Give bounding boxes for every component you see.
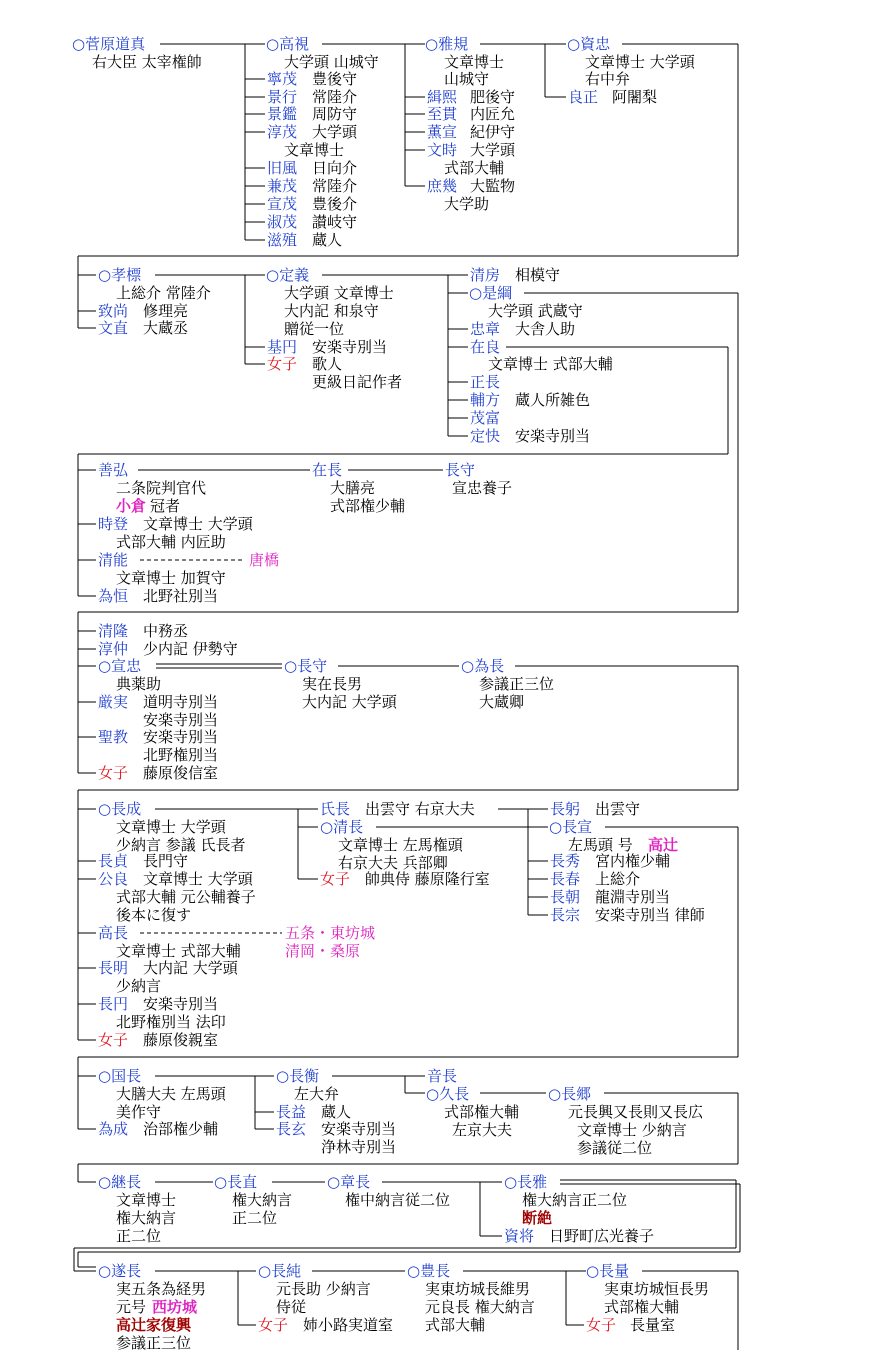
person-desc: 安楽寺別当 律師 — [595, 906, 705, 924]
person-name: 滋殖 — [267, 231, 298, 249]
person-desc: 常陸介 — [312, 177, 358, 195]
person-desc: 文章博士 大学頭 — [116, 818, 226, 836]
person-desc: 紀伊守 — [470, 123, 516, 141]
person-name: 清能 — [98, 551, 129, 569]
person-name: 景行 — [267, 88, 298, 106]
person-name: ○豊長 — [407, 1262, 451, 1280]
person-desc: 日向介 — [312, 159, 358, 177]
person-female: 女子 — [586, 1316, 617, 1334]
person-desc: 内匠允 — [470, 105, 516, 123]
person-name: ○長衡 — [276, 1067, 320, 1085]
person-desc: 右京大夫 兵部卿 — [338, 854, 448, 872]
person-name: ○為長 — [461, 657, 505, 675]
person-name: 淳仲 — [98, 640, 129, 658]
person-desc: 文章博士 — [116, 1191, 177, 1209]
person-name: 文直 — [98, 319, 129, 337]
person-desc: 式部大輔 内匠助 — [116, 533, 226, 551]
person-name: ○長量 — [586, 1262, 630, 1280]
person-name: 茂富 — [470, 409, 501, 427]
person-desc: 文章博士 式部大輔 — [116, 942, 241, 960]
person-desc: 歌人 — [312, 355, 343, 373]
person-name: 長躬 — [550, 800, 581, 818]
person-desc: 参議正三位 — [116, 1334, 192, 1352]
person-desc: 安楽寺別当 — [143, 728, 219, 746]
person-desc: 実東坊城恒長男 — [604, 1280, 710, 1298]
person-name: 為成 — [98, 1120, 129, 1138]
person-name: 聖教 — [98, 728, 129, 746]
person-desc: 大舎人助 — [515, 320, 576, 338]
person-desc: 大内記 大学頭 — [302, 693, 397, 711]
person-desc: 大学頭 — [470, 141, 516, 159]
person-desc: 安楽寺別当 — [143, 995, 219, 1013]
person-desc: 大監物 — [470, 177, 516, 195]
extinct-label: 断絶 — [522, 1209, 553, 1227]
person-name: 致尚 — [98, 302, 129, 320]
person-female: 女子 — [98, 1031, 129, 1049]
person-desc: 正二位 — [116, 1227, 162, 1245]
person-desc: 上総介 常陸介 — [116, 284, 211, 302]
person-desc: 式部権大輔 — [444, 1103, 520, 1121]
person-sukitada: ○資忠 — [567, 35, 611, 53]
person-desc: 大蔵丞 — [143, 319, 189, 337]
person-desc: 式部権少輔 — [330, 497, 406, 515]
person-desc: 大膳大夫 左馬頭 — [116, 1085, 226, 1103]
person-name: 音長 — [427, 1067, 458, 1085]
person-desc: 実五条為経男 — [116, 1280, 207, 1298]
person-desc: 豊後介 — [312, 195, 358, 213]
person-takasue: ○孝標 — [98, 266, 142, 284]
person-desc: 安楽寺別当 — [515, 427, 591, 445]
person-name: 文時 — [427, 141, 458, 159]
person-desc: 式部大輔 元公輔養子 — [116, 888, 256, 906]
person-desc: 藤原俊信室 — [143, 764, 219, 782]
person-name: ○久長 — [426, 1085, 470, 1103]
person-desc: 冠者 — [150, 497, 181, 515]
person-name: ○国長 — [98, 1067, 142, 1085]
branch-label: 西坊城 — [152, 1298, 198, 1316]
person-desc: 道明寺別当 — [143, 693, 219, 711]
restoration-label: 高辻家復興 — [116, 1316, 192, 1334]
person-desc: 大学頭 武蔵守 — [488, 302, 583, 320]
person-desc: 肥後守 — [470, 88, 516, 106]
person-name: 緝熙 — [427, 88, 458, 106]
person-desc: 元長興又長則又長広 — [568, 1103, 704, 1121]
person-desc: 長量室 — [630, 1316, 676, 1334]
person-desc: 実東坊城長維男 — [425, 1280, 531, 1298]
person-desc: 安楽寺別当 — [312, 338, 388, 356]
person-desc: 大内記 和泉守 — [284, 302, 379, 320]
person-name: 資将 — [504, 1227, 535, 1245]
person-name: 公良 — [98, 870, 129, 888]
person-desc: 安楽寺別当 — [321, 1120, 397, 1138]
person-sadayoshi: ○定義 — [266, 266, 310, 284]
branch-label: 五条・東坊城 — [285, 924, 376, 942]
person-desc: 後本に復す — [116, 906, 192, 924]
person-desc: 中務丞 — [143, 622, 189, 640]
person-name: 長貞 — [98, 852, 129, 870]
person-desc: 豊後守 — [312, 70, 358, 88]
person-desc: 参議従二位 — [577, 1139, 653, 1157]
person-name: 宣茂 — [267, 195, 298, 213]
person-desc: 文章博士 左馬権頭 — [338, 836, 463, 854]
person-desc: 相模守 — [515, 266, 561, 284]
person-name: 長宗 — [550, 906, 581, 924]
person-name: 在良 — [470, 338, 501, 356]
person-desc: 実在長男 — [302, 675, 363, 693]
person-desc: 龍淵寺別当 — [595, 888, 671, 906]
person-desc: 式部大輔 — [425, 1316, 486, 1334]
person-desc: 大学頭 山城守 — [284, 53, 379, 71]
person-name: 長玄 — [276, 1120, 307, 1138]
person-name: 長益 — [276, 1103, 307, 1121]
person-desc: 文章博士 — [444, 53, 505, 71]
person-name: 忠章 — [470, 320, 501, 338]
person-desc: 式部権大輔 — [604, 1298, 680, 1316]
person-desc: 宣忠養子 — [452, 479, 513, 497]
person-name: ○継長 — [98, 1173, 142, 1191]
person-desc: 権中納言従二位 — [345, 1191, 451, 1209]
person-desc: 北野権別当 法印 — [116, 1013, 226, 1031]
person-desc: 元長助 少納言 — [276, 1280, 371, 1298]
person-name: 長春 — [550, 870, 581, 888]
person-desc: 治部権少輔 — [143, 1120, 219, 1138]
person-name: 至貫 — [427, 105, 458, 123]
person-desc: 参議正三位 — [479, 675, 555, 693]
person-desc: 更級日記作者 — [312, 373, 403, 391]
person-name: 兼茂 — [267, 177, 298, 195]
person-desc: 右大臣 太宰権帥 — [92, 53, 202, 71]
person-name: 淑茂 — [267, 213, 298, 231]
person-name: ○清長 — [320, 818, 364, 836]
person-name: 長秀 — [550, 852, 581, 870]
person-masanori: ○雅規 — [425, 35, 469, 53]
person-desc: 二条院判官代 — [116, 479, 207, 497]
person-name: 清隆 — [98, 622, 129, 640]
person-desc: 文章博士 大学頭 — [585, 53, 695, 71]
person-desc: 少内記 伊勢守 — [143, 640, 238, 658]
person-desc: 常陸介 — [312, 88, 358, 106]
person-desc: 左京大夫 — [452, 1121, 513, 1139]
person-desc: 美作守 — [116, 1103, 162, 1121]
person-desc: 大蔵卿 — [479, 693, 525, 711]
person-desc: 大学頭 — [312, 123, 358, 141]
person-name: 在長 — [312, 461, 343, 479]
person-name: 長明 — [98, 959, 129, 977]
branch-label: 唐橋 — [249, 551, 280, 569]
person-sugawara-michizane: ○菅原道真 — [72, 35, 146, 53]
person-desc: 大学助 — [444, 195, 490, 213]
person-desc: 出雲守 — [595, 800, 641, 818]
person-desc: 姉小路実道室 — [303, 1316, 394, 1334]
person-name: 旧風 — [267, 159, 298, 177]
person-name: 氏長 — [320, 800, 351, 818]
person-name: 長円 — [98, 995, 129, 1013]
person-desc: 蔵人 — [321, 1103, 352, 1121]
person-name: 高長 — [98, 924, 129, 942]
person-desc: 北野社別当 — [143, 587, 219, 605]
person-female: 女子 — [258, 1316, 289, 1334]
person-desc: 左大弁 — [294, 1085, 340, 1103]
branch-label: 小倉 — [116, 497, 147, 515]
person-desc: 宮内権少輔 — [595, 852, 671, 870]
person-desc: 北野権別当 — [143, 746, 219, 764]
person-name: ○長雅 — [504, 1173, 548, 1191]
person-desc: 蔵人 — [312, 231, 343, 249]
person-desc: 出雲守 右京大夫 — [365, 800, 475, 818]
person-koretsuna: ○是綱 — [469, 284, 513, 302]
person-desc: 文章博士 — [284, 141, 345, 159]
person-desc: 元号 — [116, 1298, 147, 1316]
person-desc: 大膳亮 — [330, 479, 376, 497]
person-desc: 修理亮 — [143, 302, 189, 320]
person-desc: 少納言 — [116, 977, 162, 995]
person-desc: 安楽寺別当 — [143, 711, 219, 729]
person-name: 淳茂 — [267, 123, 298, 141]
person-name: 時登 — [98, 515, 129, 533]
person-name: ○章長 — [327, 1173, 371, 1191]
person-desc: 帥典侍 藤原隆行室 — [365, 870, 490, 888]
person-name: 景鑑 — [267, 105, 298, 123]
person-desc: 文章博士 大学頭 — [143, 870, 253, 888]
branch-label: 高辻 — [648, 836, 679, 854]
person-desc: 贈従一位 — [284, 320, 345, 338]
person-name: 寧茂 — [267, 70, 298, 88]
person-name: ○長宣 — [549, 818, 593, 836]
person-name: ○長郷 — [548, 1085, 592, 1103]
person-desc: 文章博士 大学頭 — [143, 515, 253, 533]
person-name: 長守 — [445, 461, 476, 479]
person-desc: 周防守 — [312, 105, 358, 123]
person-desc: 文章博士 式部大輔 — [488, 355, 613, 373]
person-name: 為恒 — [98, 587, 129, 605]
person-desc: 右中弁 — [585, 70, 631, 88]
person-name: 清房 — [470, 266, 501, 284]
person-name: 正長 — [470, 373, 501, 391]
person-takami: ○高視 — [266, 35, 310, 53]
person-desc: 元良長 権大納言 — [425, 1298, 535, 1316]
person-desc: 蔵人所雑色 — [515, 391, 591, 409]
person-desc: 大学頭 文章博士 — [284, 284, 394, 302]
person-desc: 文章博士 加賀守 — [116, 569, 226, 587]
person-desc: 長門守 — [143, 852, 189, 870]
person-name: ○長守 — [284, 657, 328, 675]
person-desc: 正二位 — [232, 1209, 278, 1227]
person-name: 定快 — [470, 427, 501, 445]
person-desc: 典薬助 — [116, 675, 162, 693]
person-desc: 式部大輔 — [444, 159, 505, 177]
person-name: ○長純 — [258, 1262, 302, 1280]
person-name: 薫宣 — [427, 123, 458, 141]
person-female: 女子 — [267, 355, 298, 373]
person-female: 女子 — [320, 870, 351, 888]
person-desc: 上総介 — [595, 870, 641, 888]
person-desc: 日野町広光養子 — [549, 1227, 655, 1245]
person-desc: 権大納言正二位 — [522, 1191, 628, 1209]
person-desc: 侍従 — [276, 1298, 307, 1316]
person-name: ○長成 — [98, 800, 142, 818]
person-name: ○長直 — [214, 1173, 258, 1191]
person-desc: 大内記 大学頭 — [143, 959, 238, 977]
person-name: 厳実 — [98, 693, 129, 711]
person-name: 善弘 — [98, 461, 129, 479]
person-desc: 阿闍梨 — [612, 88, 658, 106]
person-name: ○宣忠 — [98, 657, 142, 675]
person-desc: 山城守 — [444, 70, 490, 88]
person-name: 長朝 — [550, 888, 581, 906]
person-desc: 権大納言 — [116, 1209, 177, 1227]
branch-label: 清岡・桑原 — [285, 942, 361, 960]
person-female: 女子 — [98, 764, 129, 782]
person-desc: 権大納言 — [232, 1191, 293, 1209]
person-desc: 讃岐守 — [312, 213, 358, 231]
person-desc: 少納言 参議 氏長者 — [116, 836, 246, 854]
person-name: 基円 — [267, 338, 298, 356]
person-desc: 左馬頭 号 — [568, 836, 633, 854]
person-name: 良正 — [568, 88, 599, 106]
person-desc: 藤原俊親室 — [143, 1031, 219, 1049]
person-name: 庶幾 — [427, 177, 458, 195]
person-name: 輔方 — [470, 391, 501, 409]
person-name: ○遂長 — [98, 1262, 142, 1280]
person-desc: 文章博士 少納言 — [577, 1121, 687, 1139]
person-desc: 浄林寺別当 — [321, 1138, 397, 1156]
